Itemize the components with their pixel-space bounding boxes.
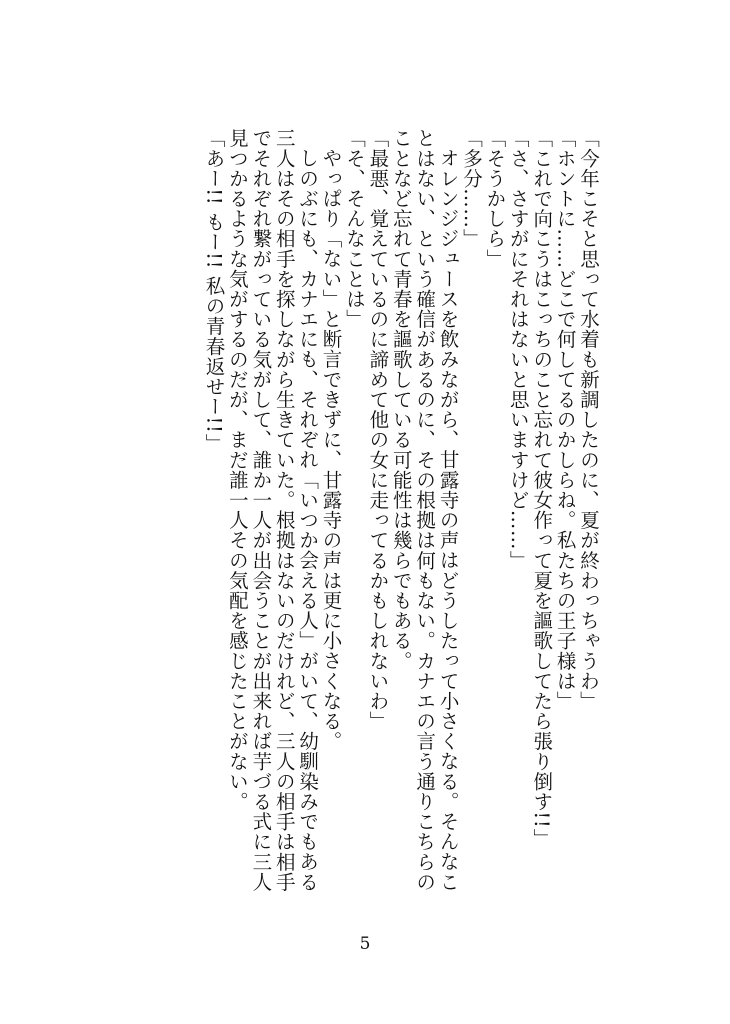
text-line: 「ホントに……どこで何してるのかしらね。私たちの王子様は」 [553,128,577,711]
text-line: 「そ、そんなことは」 [342,128,366,329]
text-line: 「さ、さすがにそれはないと思いますけど……」 [506,128,530,571]
text-line: 「あー!! もー!! 私の青春返せー!!」 [202,128,226,454]
page-number: 5 [359,934,371,954]
text-line: 「今年こそと思って水着も新調したのに、夏が終わっちゃうわ」 [577,128,600,711]
text-paragraph: オレンジジュースを飲みながら、甘露寺の声はどうしたって小さくなる。そんなことはない、という確信があるのに、その根拠は何もない。カナエの言う通りこちらのことなど忘れて青春を謳歌している可能性は幾らでもある。 [389,128,460,892]
text-line: 「最悪、覚えているのに諦めて他の女に走ってるかもしれないわ」 [366,128,390,731]
text-line: 「これで向こうはこっちのこと忘れて彼女作って夏を謳歌してたら張り倒す!!」 [530,128,554,849]
text-line: 「多分……」 [459,128,483,249]
text-paragraph: やっぱり「ない」と断言できずに、甘露寺の声は更に小さくなる。 [319,147,343,751]
vertical-text-body [120,128,600,898]
text-line: 「そうかしら」 [483,128,507,269]
text-paragraph: しのぶにも、カナエにも、それぞれ「いつか会える人」がいて、幼馴染みでもある三人はその相手を探しながら生きていた。根拠はないのだけれど、三人の相手は相手でそれぞれ繋がっている気がして、誰か一人が出会うことが出来れば芋づる式に三人見つかるような気がするのだが、まだ誰一人その気配を感じたことがない。 [225,128,320,892]
